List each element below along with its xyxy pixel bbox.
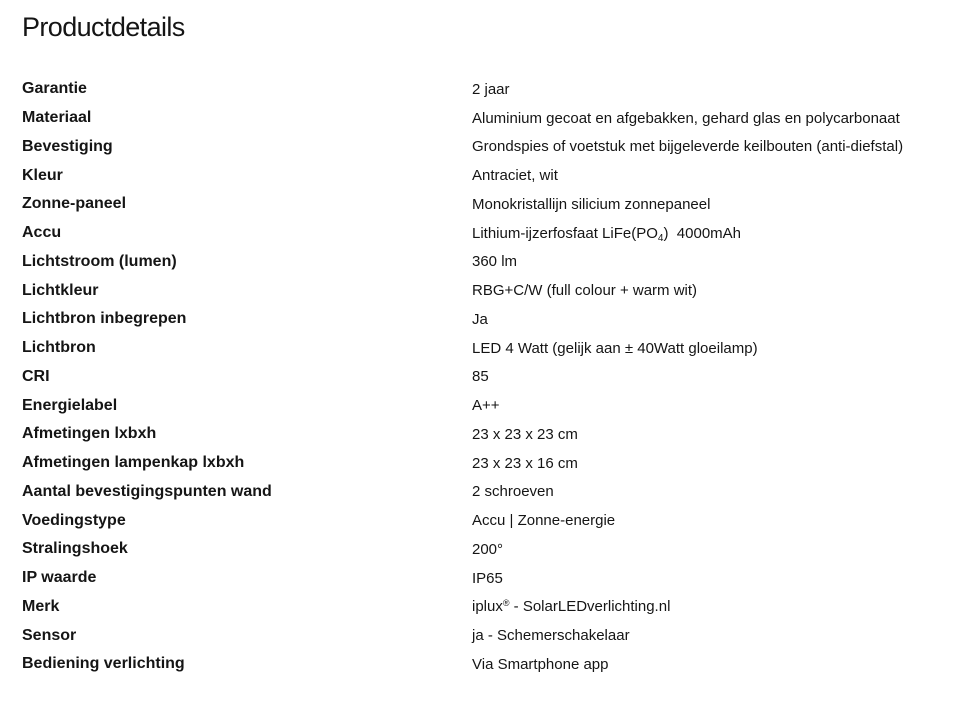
spec-row-merk <box>22 593 952 622</box>
spec-row-bevestigingspunten <box>22 478 952 507</box>
spec-label: Materiaal <box>22 109 92 127</box>
spec-value-text: - SolarLEDverlichting.nl <box>509 598 671 616</box>
spec-label: Merk <box>22 597 60 615</box>
spec-label: Energielabel <box>22 396 118 414</box>
spec-row-ip-waarde <box>22 564 952 593</box>
spec-row-bevestiging <box>22 133 952 162</box>
spec-row-zonne-paneel <box>22 190 952 219</box>
spec-row-afmetingen <box>22 420 952 449</box>
spec-value: RBG+C/W (full colour + warm wit) <box>472 282 698 300</box>
spec-value: Antraciet, wit <box>472 167 558 185</box>
spec-label: Afmetingen lampenkap lxbxh <box>22 454 245 472</box>
spec-row-stralingshoek <box>22 535 952 564</box>
spec-row-lichtkleur <box>22 276 952 305</box>
spec-label: Lichtbron inbegrepen <box>22 310 187 328</box>
spec-value: Monokristallijn silicium zonnepaneel <box>472 195 711 213</box>
spec-row-lichtbron <box>22 334 952 363</box>
spec-label: Aantal bevestigingspunten wand <box>22 482 272 500</box>
spec-label: CRI <box>22 367 50 385</box>
spec-label: Lichtstroom (lumen) <box>22 252 177 270</box>
spec-label: Bediening verlichting <box>22 655 185 673</box>
spec-value: IP65 <box>472 569 503 587</box>
spec-value: Ja <box>472 310 488 328</box>
spec-label: Voedingstype <box>22 511 126 529</box>
spec-row-sensor <box>22 621 952 650</box>
spec-row-energielabel <box>22 391 952 420</box>
spec-value <box>472 225 952 242</box>
spec-value: Aluminium gecoat en afgebakken, gehard glas en polycarbonaat <box>472 109 900 127</box>
spec-label: Zonne-paneel <box>22 195 127 213</box>
spec-row-bediening-verlichting <box>22 650 952 679</box>
spec-value <box>472 598 952 615</box>
page-title: Productdetails <box>22 12 185 42</box>
spec-value: 23 x 23 x 16 cm <box>472 454 578 472</box>
spec-value-text: iplux <box>472 598 503 616</box>
spec-label: Garantie <box>22 80 87 98</box>
spec-value: 2 jaar <box>472 80 510 98</box>
spec-value: A++ <box>472 397 500 415</box>
spec-value: 360 lm <box>472 253 518 271</box>
spec-label: IP waarde <box>22 569 97 587</box>
spec-label: Afmetingen lxbxh <box>22 425 157 443</box>
spec-row-cri <box>22 363 952 392</box>
spec-label: Sensor <box>22 626 77 644</box>
spec-value-text: Lithium-ijzerfosfaat LiFe(PO <box>472 224 658 242</box>
spec-value: 2 schroeven <box>472 483 554 501</box>
spec-value: Via Smartphone app <box>472 655 609 673</box>
spec-label: Lichtbron <box>22 339 96 357</box>
spec-value: 85 <box>472 368 489 386</box>
spec-value: ja - Schemerschakelaar <box>472 627 630 645</box>
spec-row-lichtbron-inbegrepen <box>22 305 952 334</box>
spec-value-subscript: 4 <box>657 232 664 244</box>
spec-row-garantie <box>22 75 952 104</box>
spec-label: Accu <box>22 224 62 242</box>
spec-value: Grondspies of voetstuk met bijgeleverde keilbouten (anti-diefstal) <box>472 138 904 156</box>
spec-value: Accu | Zonne-energie <box>472 512 616 530</box>
registered-mark: ® <box>502 598 510 609</box>
spec-label: Bevestiging <box>22 137 113 155</box>
spec-row-lichtstroom <box>22 248 952 277</box>
spec-row-accu <box>22 219 952 248</box>
spec-row-voedingstype <box>22 506 952 535</box>
spec-row-materiaal <box>22 104 952 133</box>
spec-value-text: ) 4000mAh <box>663 224 742 242</box>
spec-label: Kleur <box>22 166 63 184</box>
spec-value: 200° <box>472 540 504 558</box>
spec-table <box>22 75 952 679</box>
spec-label: Lichtkleur <box>22 281 99 299</box>
spec-row-afmetingen-lampenkap <box>22 449 952 478</box>
spec-value: 23 x 23 x 23 cm <box>472 425 578 443</box>
spec-row-kleur <box>22 161 952 190</box>
spec-value: LED 4 Watt (gelijk aan ± 40Watt gloeilamp) <box>472 339 758 357</box>
spec-label: Stralingshoek <box>22 540 128 558</box>
